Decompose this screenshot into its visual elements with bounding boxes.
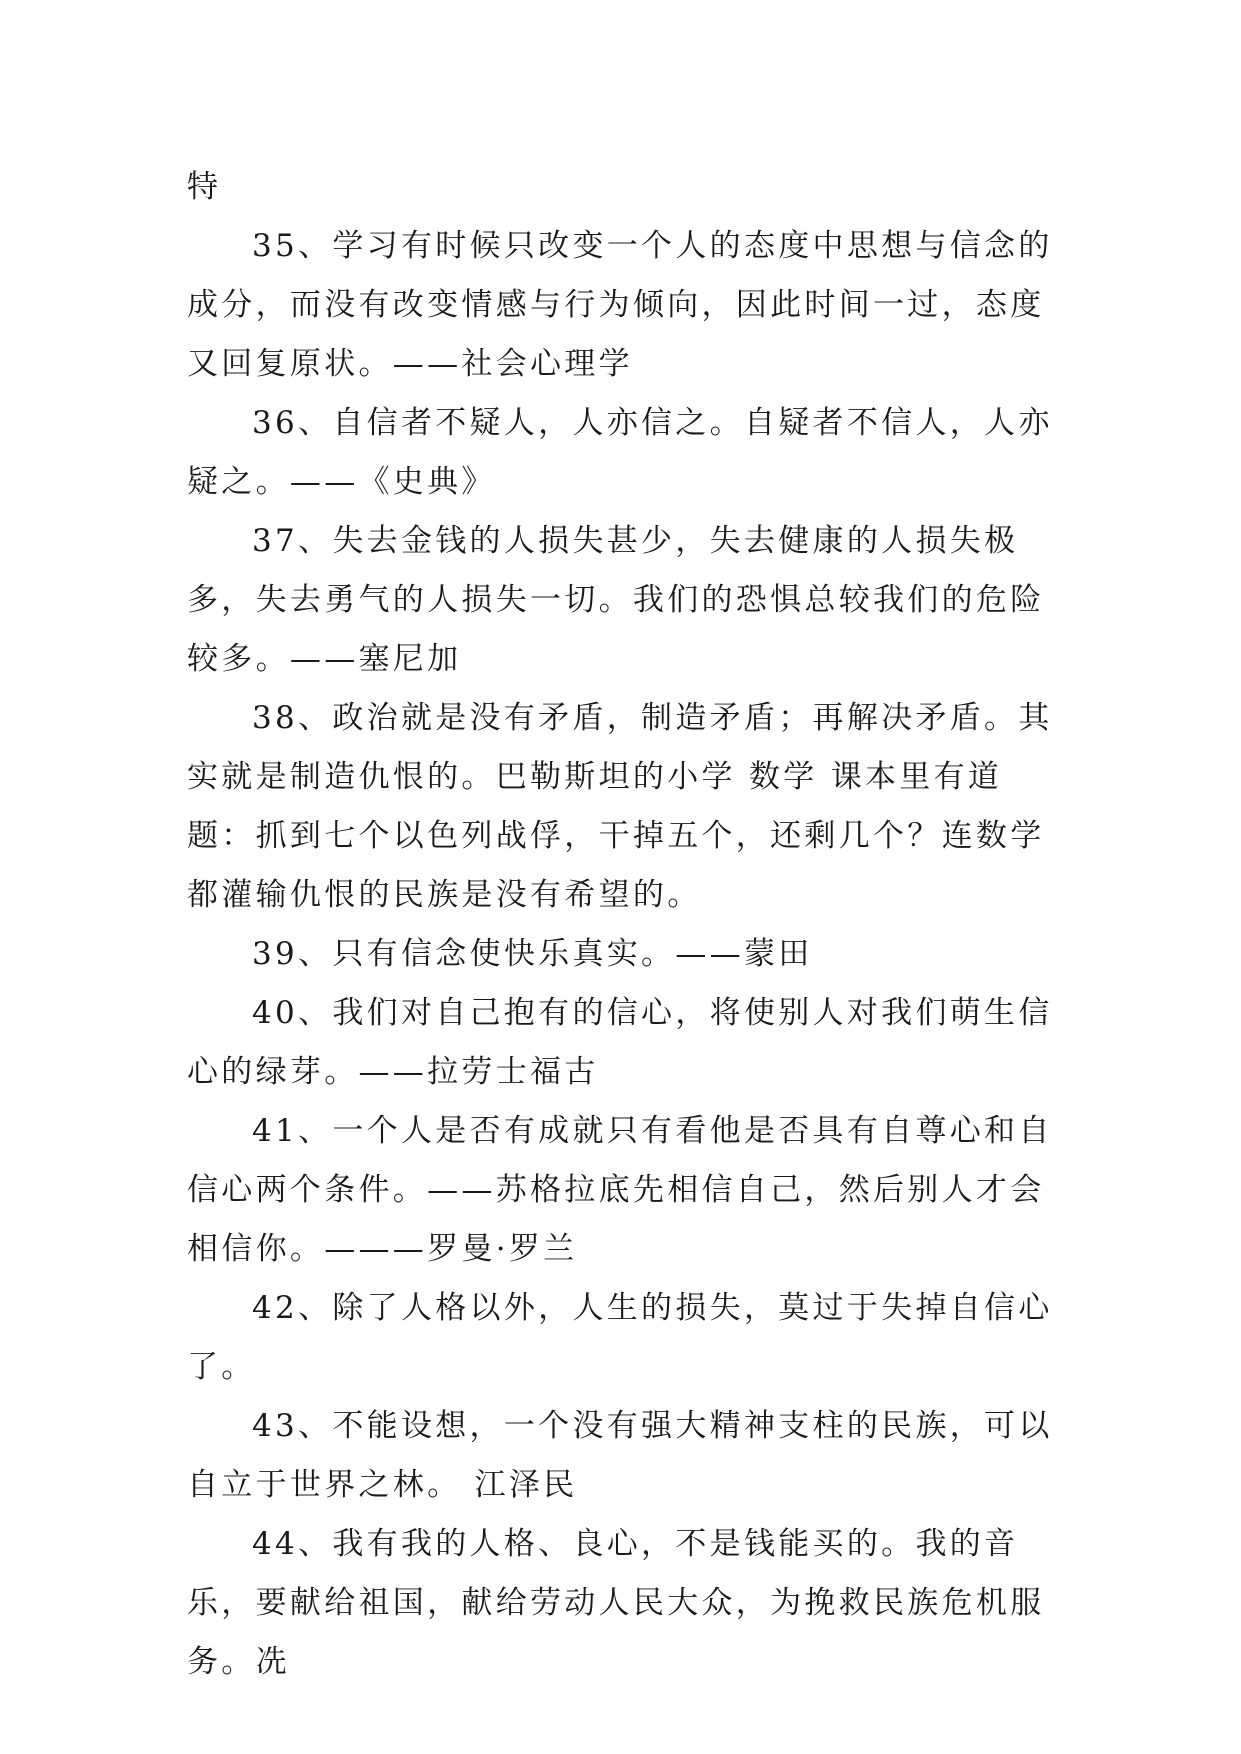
quote-41: 41、一个人是否有成就只有看他是否具有自尊心和自信心两个条件。——苏格拉底先相信自己，然后别人才会相信你。———罗曼·罗兰 [187, 1113, 1053, 1267]
document-body [187, 158, 1059, 1692]
quote-40: 40、我们对自己抱有的信心，将使别人对我们萌生信心的绿芽。——拉劳士福古 [187, 995, 1053, 1090]
quote-42: 42、除了人格以外，人生的损失，莫过于失掉自信心了。 [187, 1290, 1053, 1385]
quote-43: 43、不能设想，一个没有强大精神支柱的民族，可以自立于世界之林。 江泽民 [187, 1408, 1053, 1503]
quote-36: 36、自信者不疑人，人亦信之。自疑者不信人，人亦疑之。——《史典》 [187, 405, 1053, 500]
quote-44: 44、我有我的人格、良心，不是钱能买的。我的音乐，要献给祖国，献给劳动人民大众，为挽救民族危机服务。冼 [187, 1526, 1045, 1680]
quote-37: 37、失去金钱的人损失甚少，失去健康的人损失极多，失去勇气的人损失一切。我们的恐惧总较我们的危险较多。——塞尼加 [187, 523, 1045, 677]
quote-35: 35、学习有时候只改变一个人的态度中思想与信念的成分，而没有改变情感与行为倾向，因此时间一过，态度又回复原状。——社会心理学 [187, 228, 1053, 382]
quote-38: 38、政治就是没有矛盾，制造矛盾；再解决矛盾。其实就是制造仇恨的。巴勒斯坦的小学 数学 课本里有道题：抓到七个以色列战俘，干掉五个，还剩几个？连数学都灌输仇恨的民族是没有希望的。 [187, 700, 1053, 913]
quote-39: 39、只有信念使快乐真实。——蒙田 [252, 936, 813, 972]
paragraph-continuation: 特 [187, 169, 222, 205]
